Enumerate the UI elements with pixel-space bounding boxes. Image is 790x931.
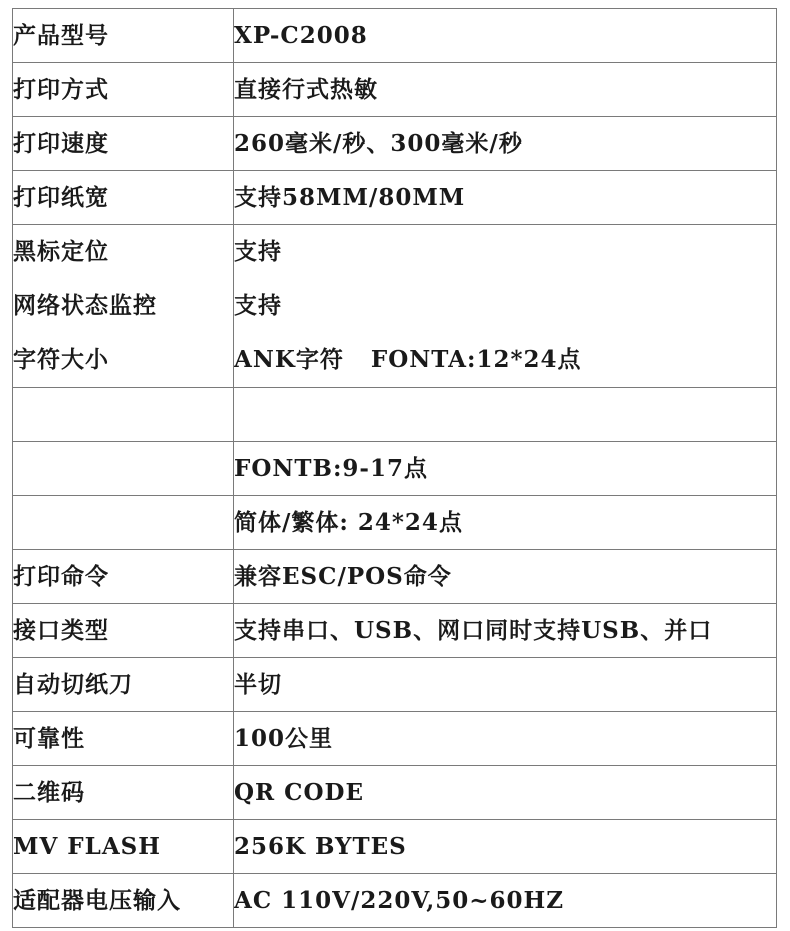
table-row [13,9,777,63]
table-row [13,658,777,712]
spec-value: 直接行式热敏 [234,63,777,117]
table-row [13,63,777,117]
spec-value: 支持 [234,292,282,319]
spec-value: 半切 [234,658,777,712]
spec-label: 打印纸宽 [13,171,234,225]
table-row [13,766,777,820]
empty-cell [13,496,234,550]
spec-value: FONTB:9-17点 [234,442,777,496]
spec-label: 网络状态监控 [13,292,157,319]
table-row-group [13,225,777,388]
spec-value: 简体/繁体: 24*24点 [234,496,777,550]
spec-value: 支持 [234,238,282,265]
spec-value: 100公里 [234,712,777,766]
spec-label-group [13,225,234,388]
table-row [13,117,777,171]
spec-label: 接口类型 [13,604,234,658]
table-row [13,496,777,550]
spec-label: 字符大小 [13,346,109,373]
empty-cell [234,388,777,442]
spec-label: 可靠性 [13,712,234,766]
spec-value-group [234,225,777,388]
spec-label: 二维码 [13,766,234,820]
empty-cell [13,442,234,496]
empty-cell [13,388,234,442]
spec-value: 支持58MM/80MM [234,171,777,225]
spec-value: 256K BYTES [234,820,777,874]
spec-label: 打印命令 [13,550,234,604]
table-row [13,874,777,928]
spec-label: 打印方式 [13,63,234,117]
table-row [13,712,777,766]
spec-label: 产品型号 [13,9,234,63]
spec-value: QR CODE [234,766,777,820]
spec-label: 适配器电压输入 [13,874,234,928]
spec-value: 兼容ESC/POS命令 [234,550,777,604]
empty-row [13,388,777,442]
spec-value: 260毫米/秒、300毫米/秒 [234,117,777,171]
spec-label: 打印速度 [13,117,234,171]
table-row [13,442,777,496]
spec-table [12,8,777,928]
spec-value: ANK字符 FONTA:12*24点 [234,346,582,373]
table-row [13,171,777,225]
table-row [13,550,777,604]
spec-label: 自动切纸刀 [13,658,234,712]
spec-value: XP-C2008 [234,9,777,63]
spec-value: AC 110V/220V,50~60HZ [234,874,777,928]
spec-value: 支持串口、USB、网口同时支持USB、并口 [234,604,777,658]
spec-label: MV FLASH [13,820,234,874]
table-row [13,604,777,658]
table-row [13,820,777,874]
spec-label: 黑标定位 [13,238,109,265]
